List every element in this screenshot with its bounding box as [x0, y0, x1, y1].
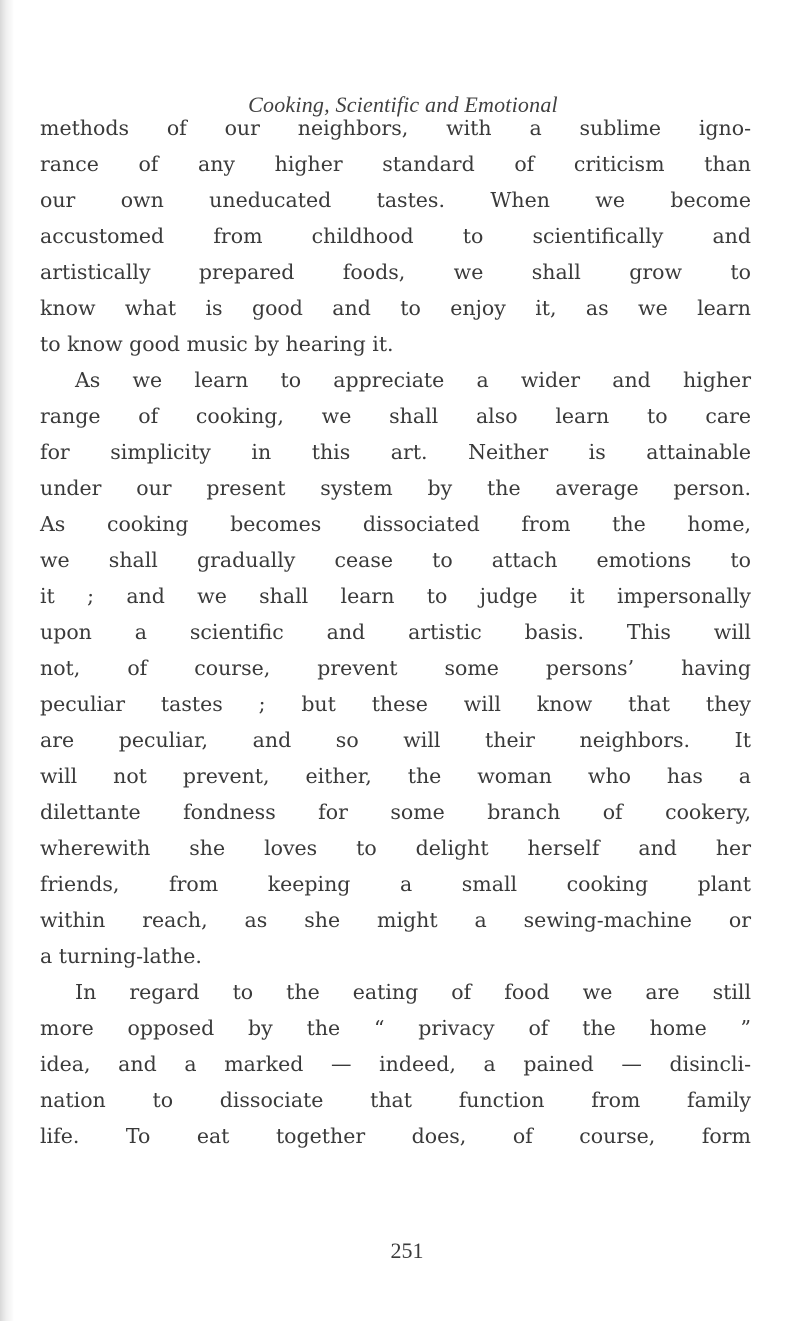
text-line: upon a scientific and artistic basis. This will — [40, 620, 751, 644]
text-line: friends, from keeping a small cooking plant — [40, 872, 751, 896]
text-line: a turning-lathe. — [40, 944, 202, 968]
text-line: will not prevent, either, the woman who has a — [40, 764, 751, 788]
text-line: nation to dissociate that function from family — [40, 1088, 751, 1112]
text-line: As we learn to appreciate a wider and higher — [75, 368, 751, 392]
text-line: wherewith she loves to delight herself and her — [40, 836, 751, 860]
text-line: life. To eat together does, of course, form — [40, 1124, 751, 1148]
text-line: range of cooking, we shall also learn to care — [40, 404, 751, 428]
running-head: Cooking, Scientific and Emotional — [248, 92, 558, 117]
text-line: not, of course, prevent some persons’ having — [40, 656, 751, 680]
text-line: under our present system by the average person. — [40, 476, 751, 500]
text-line: In regard to the eating of food we are still — [75, 980, 751, 1004]
text-line: rance of any higher standard of criticism than — [40, 152, 751, 176]
text-line: for simplicity in this art. Neither is attainable — [40, 440, 751, 464]
text-line: artistically prepared foods, we shall grow to — [40, 260, 751, 284]
text-line: it ; and we shall learn to judge it impersonally — [40, 584, 751, 608]
text-line: more opposed by the “ privacy of the home ” — [40, 1016, 751, 1040]
text-line: methods of our neighbors, with a sublime igno- — [40, 116, 751, 140]
page-number: 251 — [390, 1238, 424, 1263]
text-line: As cooking becomes dissociated from the home, — [40, 512, 751, 536]
text-line: idea, and a marked — indeed, a pained — disincli- — [40, 1052, 751, 1076]
text-line: are peculiar, and so will their neighbors. It — [40, 728, 751, 752]
text-line: to know good music by hearing it. — [40, 332, 394, 356]
text-line: within reach, as she might a sewing-machine or — [40, 908, 751, 932]
text-line: peculiar tastes ; but these will know that they — [40, 692, 751, 716]
text-line: we shall gradually cease to attach emotions to — [40, 548, 751, 572]
text-line: dilettante fondness for some branch of cookery, — [40, 800, 751, 824]
text-line: accustomed from childhood to scientifically and — [40, 224, 751, 248]
text-line: know what is good and to enjoy it, as we learn — [40, 296, 751, 320]
text-line: our own uneducated tastes. When we become — [40, 188, 751, 212]
